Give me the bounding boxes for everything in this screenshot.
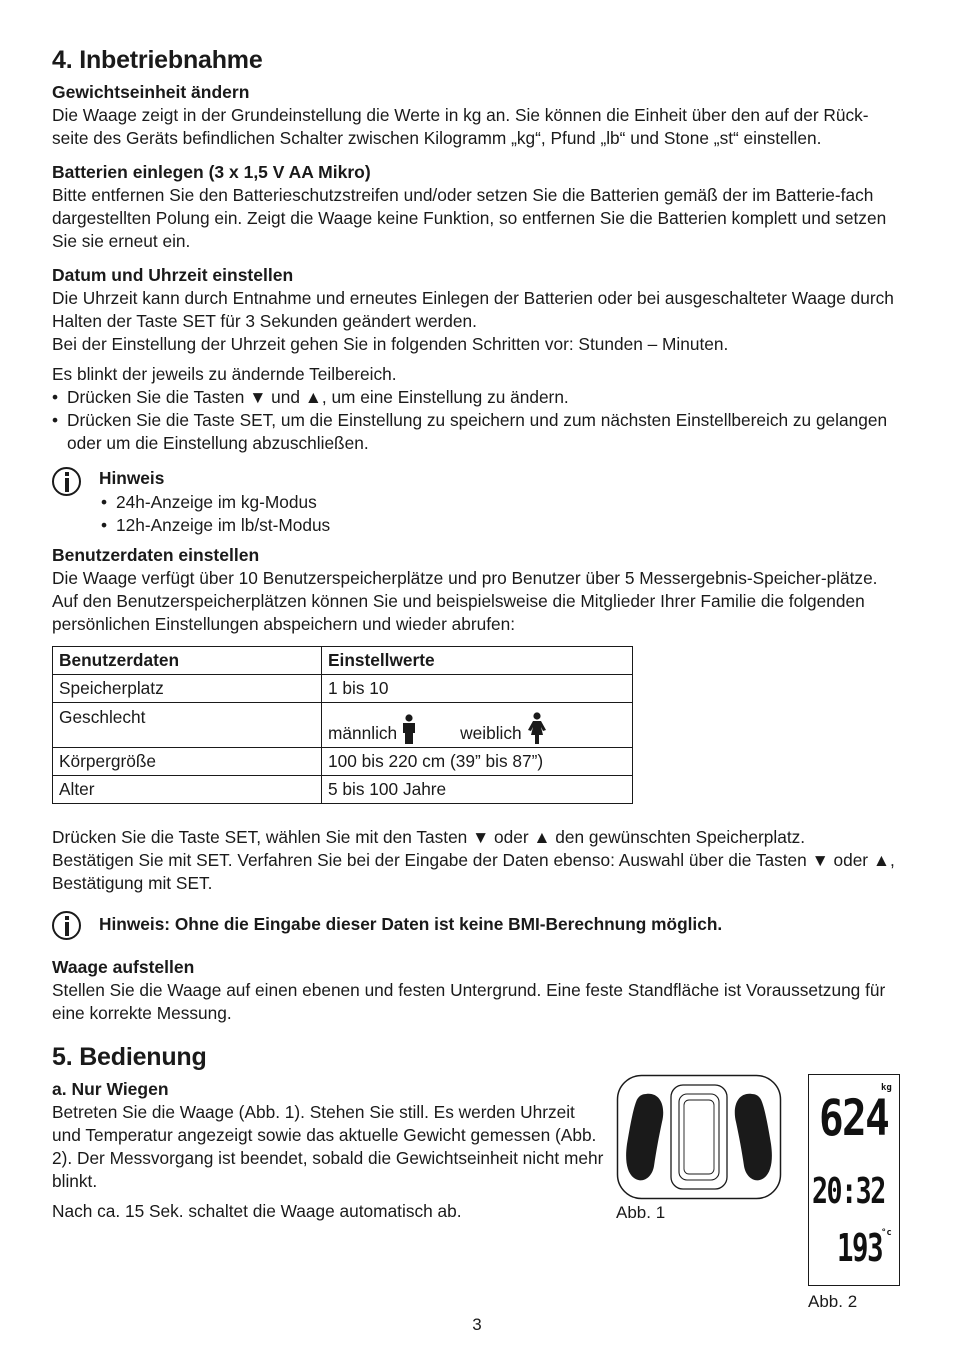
text-datum-1: Die Uhrzeit kann durch Entnahme und erneutes Einlegen der Batterien oder bei ausgeschalteter Waage durch Halten der Taste SET für 3 Sekunden geändert werden. [52,288,894,331]
heading-nur-wiegen: a. Nur Wiegen [52,1079,169,1099]
hinweis-title: Hinweis [99,468,165,488]
section-title-inbetriebnahme: 4. Inbetriebnahme [52,46,263,74]
info-icon [52,911,81,940]
text-nur-wiegen-1: Betreten Sie die Waage (Abb. 1). Stehen Sie still. Es werden Uhrzeit und Temperatur angezeigt sowie das aktuelle Gewicht gemessen (Abb. 2). Der Messvorgang ist beendet, sobald die Gewichtseinheit nicht mehr blinkt. [52,1102,604,1191]
female-label: weiblich [460,723,522,743]
text-batterien: Bitte entfernen Sie den Batterieschutzstreifen und/oder setzen Sie die Batterien gemäß der im Batterie-fach dargestellten Polung ein. Zeigt die Waage keine Funktion, so entfernen Sie die Batterien komplett und setzen Sie sie erneut ein. [52,185,887,251]
section-nur-wiegen [52,1077,608,1223]
text-benutzerdaten-after-1: Drücken Sie die Taste SET, wählen Sie mit den Tasten ▼ oder ▲ den gewünschten Speicherplatz. [52,827,806,847]
hinweis-bmi-box [52,909,902,939]
display-weight: 624 [819,1089,889,1147]
table-row [53,675,633,703]
table-cell: Körpergröße [53,748,322,776]
table-cell-gender [322,703,633,748]
figure-2-caption: Abb. 2 [808,1292,858,1311]
list-datum [52,386,902,455]
display-time: 20:32 [812,1171,885,1212]
hinweis-bmi-text: Hinweis: Ohne die Eingabe dieser Daten ist keine BMI-Berechnung möglich. [99,914,723,934]
female-icon [527,712,547,744]
info-icon [52,467,81,496]
scale-illustration [616,1074,782,1200]
table-cell: 5 bis 100 Jahre [322,776,633,804]
list-item: • Drücken Sie die Tasten ▼ und ▲, um eine Einstellung zu ändern. [52,386,902,409]
table-header: Einstellwerte [322,647,633,675]
display-weight-unit: kg [881,1083,892,1093]
text-benutzerdaten: Die Waage verfügt über 10 Benutzerspeicherplätze und pro Benutzer über 5 Messergebnis-Speicher-plätze. Auf den Benutzerspeicherplätzen können Sie und beispielsweise die Mitglieder Ihrer Familie die folgenden persönlichen Einstellungen abspeichern und wieder abrufen: [52,568,878,634]
male-label: männlich [328,723,398,743]
table-row [53,748,633,776]
table-cell: Geschlecht [53,703,322,748]
section-aufstellen [52,955,902,1025]
hinweis-list [101,491,902,537]
hinweis-box [52,465,902,537]
table-cell: 100 bis 220 cm (39” bis 87”) [322,748,633,776]
display-temp-unit: °c [881,1228,892,1238]
male-icon [402,714,416,744]
heading-batterien: Batterien einlegen (3 x 1,5 V AA Mikro) [52,162,371,182]
benutzerdaten-table [52,646,633,804]
table-row [53,776,633,804]
display-temp: 193 [837,1226,883,1270]
section-benutzerdaten [52,543,902,895]
gender-male [328,714,416,744]
table-header: Benutzerdaten [53,647,322,675]
list-item: • Drücken Sie die Taste SET, um die Einstellung zu speichern und zum nächsten Einstellbereich zu gelangen oder um die Einstellung abzuschließen. [52,409,902,455]
text-nur-wiegen-2: Nach ca. 15 Sek. schaltet die Waage automatisch ab. [52,1201,462,1221]
text-aufstellen: Stellen Sie die Waage auf einen ebenen und festen Untergrund. Eine feste Standfläche ist Voraussetzung für eine korrekte Messung. [52,980,886,1023]
heading-datum: Datum und Uhrzeit einstellen [52,265,294,285]
heading-aufstellen: Waage aufstellen [52,957,195,977]
heading-benutzerdaten: Benutzerdaten einstellen [52,545,260,565]
figure-1-caption: Abb. 1 [616,1203,666,1222]
page-content [52,44,902,1223]
display-illustration [808,1074,900,1286]
table-header-row [53,647,633,675]
heading-gewichtseinheit: Gewichtseinheit ändern [52,82,250,102]
table-cell: Speicherplatz [53,675,322,703]
text-benutzerdaten-after-2: Bestätigen Sie mit SET. Verfahren Sie bei der Eingabe der Daten ebenso: Auswahl über die Tasten ▼ oder ▲, Bestätigung mit SET. [52,850,895,893]
gender-female [460,712,546,744]
section-batterien [52,160,902,253]
section-datum [52,263,902,455]
section-gewichtseinheit [52,80,902,150]
page-number: 3 [472,1315,482,1334]
text-datum-3: Es blinkt der jeweils zu ändernde Teilbereich. [52,364,397,384]
list-item: • 24h-Anzeige im kg-Modus [101,491,902,514]
text-datum-2: Bei der Einstellung der Uhrzeit gehen Sie in folgenden Schritten vor: Stunden – Minuten. [52,334,729,354]
table-row [53,703,633,748]
table-cell: 1 bis 10 [322,675,633,703]
section-title-bedienung: 5. Bedienung [52,1043,207,1071]
text-gewichtseinheit: Die Waage zeigt in der Grundeinstellung die Werte in kg an. Sie können die Einheit über den auf der Rück-seite des Geräts befindlichen Schalter zwischen Kilogramm „kg“, Pfund „lb“ und Stone „st“ einstellen. [52,105,869,148]
table-cell: Alter [53,776,322,804]
list-item: • 12h-Anzeige im lb/st-Modus [101,514,902,537]
